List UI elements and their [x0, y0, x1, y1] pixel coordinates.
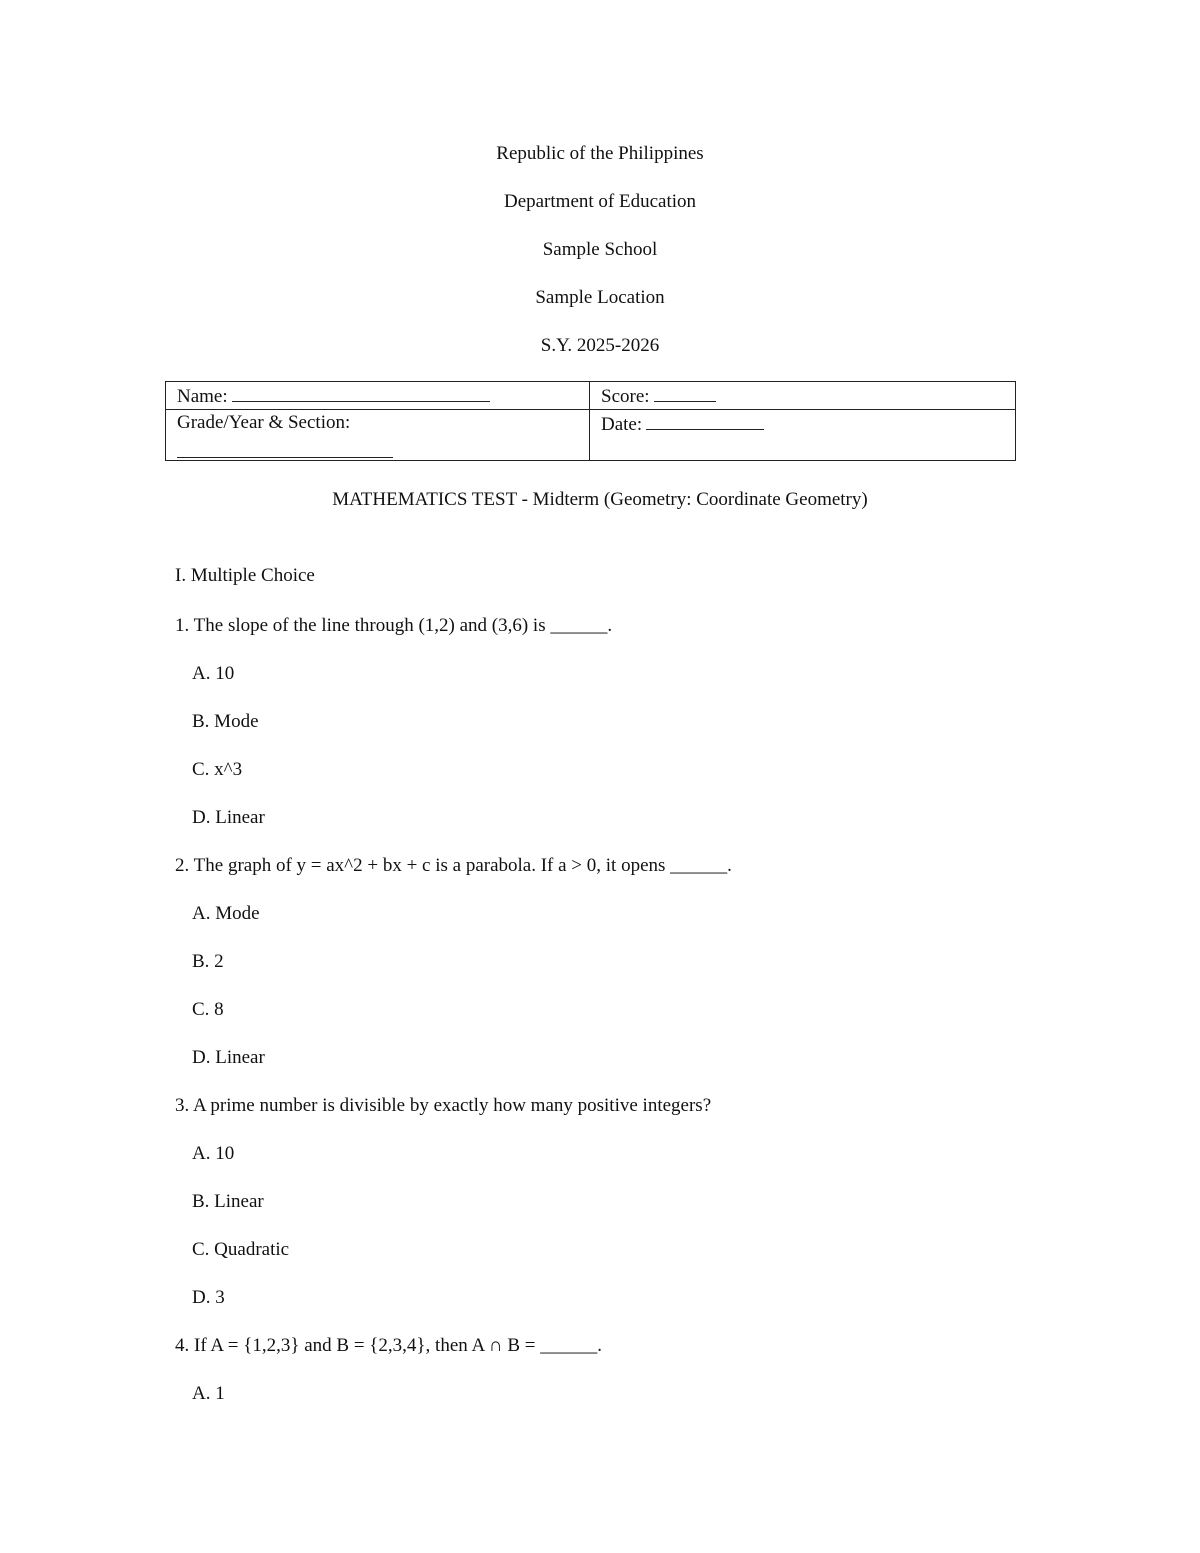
- name-blank[interactable]: [232, 382, 490, 402]
- student-info-table: [165, 381, 1016, 461]
- question-4: 4. If A = {1,2,3} and B = {2,3,4}, then A ∩ B = ______.: [175, 1335, 602, 1356]
- header-republic: Republic of the Philippines: [496, 143, 704, 164]
- grade-section-cell[interactable]: [166, 410, 590, 461]
- question-2-option-c[interactable]: C. 8: [192, 999, 224, 1020]
- question-1-option-c[interactable]: C. x^3: [192, 759, 243, 780]
- score-label: Score:: [601, 386, 650, 407]
- grade-section-blank[interactable]: [177, 435, 393, 458]
- score-blank[interactable]: [654, 382, 716, 402]
- question-3: 3. A prime number is divisible by exactly how many positive integers?: [175, 1095, 712, 1116]
- header-school-year: S.Y. 2025-2026: [540, 335, 660, 356]
- name-cell[interactable]: [166, 382, 590, 410]
- question-2-option-b[interactable]: B. 2: [192, 951, 224, 972]
- question-3-option-b[interactable]: B. Linear: [192, 1191, 264, 1212]
- grade-section-label: Grade/Year & Section:: [177, 412, 351, 433]
- header-school: Sample School: [542, 239, 658, 260]
- question-2-option-a[interactable]: A. Mode: [192, 903, 260, 924]
- question-1-option-a[interactable]: A. 10: [192, 663, 235, 684]
- question-3-option-a[interactable]: A. 10: [192, 1143, 235, 1164]
- question-4-option-a[interactable]: A. 1: [192, 1383, 225, 1404]
- question-3-option-d[interactable]: D. 3: [192, 1287, 225, 1308]
- date-label: Date:: [601, 414, 643, 435]
- score-cell[interactable]: [590, 382, 1016, 410]
- date-cell[interactable]: [590, 410, 1016, 461]
- date-blank[interactable]: [646, 410, 764, 430]
- question-2: 2. The graph of y = ax^2 + bx + c is a parabola. If a > 0, it opens ______.: [175, 855, 732, 876]
- header-department: Department of Education: [503, 191, 697, 212]
- question-1-option-d[interactable]: D. Linear: [192, 807, 265, 828]
- name-label: Name:: [177, 386, 228, 407]
- question-3-option-c[interactable]: C. Quadratic: [192, 1239, 290, 1260]
- header-location: Sample Location: [535, 287, 665, 308]
- section-title: I. Multiple Choice: [175, 565, 315, 586]
- question-2-option-d[interactable]: D. Linear: [192, 1047, 265, 1068]
- question-1-option-b[interactable]: B. Mode: [192, 711, 259, 732]
- question-1: 1. The slope of the line through (1,2) and (3,6) is ______.: [175, 615, 613, 636]
- test-title: MATHEMATICS TEST - Midterm (Geometry: Coordinate Geometry): [332, 489, 868, 510]
